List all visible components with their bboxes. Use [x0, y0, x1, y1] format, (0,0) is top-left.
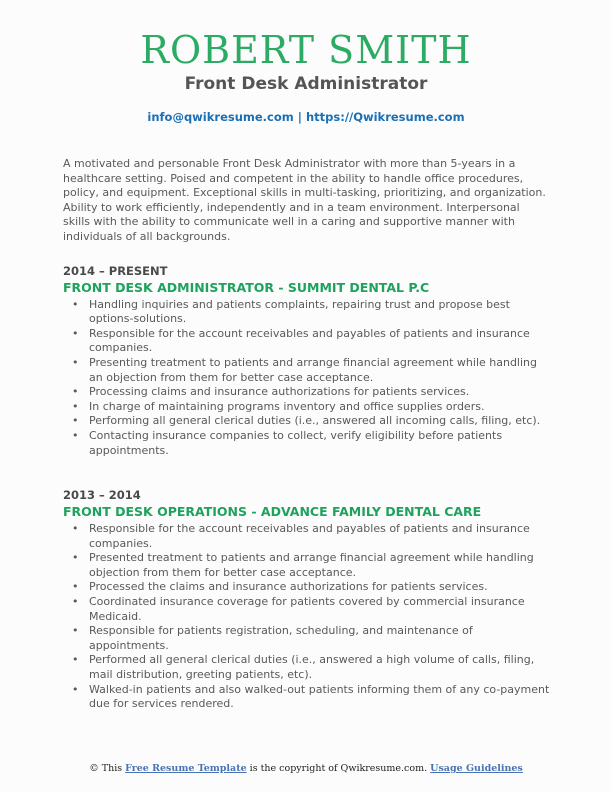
bullet-item: • Processing claims and insurance authorizations for patients services. [89, 385, 550, 400]
experience-section-previous [63, 488, 550, 712]
bullet-item: • Responsible for the account receivables and payables of patients and insurance companies. [89, 327, 550, 356]
footer-text: © This [89, 763, 126, 774]
summary-paragraph: A motivated and personable Front Desk Administrator with more than 5-years in a healthcare setting. Poised and competent in the ability to handle office procedures, policy, and equipment. Exceptional skills in multi-tasking, prioritizing, and organization. Ability to work efficiently, independently and in a team environment. Interpersonal skills with the ability to communicate well in a caring and supportive manner with individuals of all backgrounds. [63, 157, 546, 243]
bullet-item: • Processed the claims and insurance authorizations for patients services. [89, 580, 550, 595]
bullet-item: • Contacting insurance companies to collect, verify eligibility before patients appointments. [89, 429, 550, 458]
bullet-item: • Walked-in patients and also walked-out patients informing them of any co-payment due for services rendered. [89, 683, 550, 712]
bullet-item: • In charge of maintaining programs inventory and office supplies orders. [89, 400, 550, 415]
experience-section-current [63, 264, 550, 459]
bullet-item: • Presented treatment to patients and arrange financial agreement while handling objection from them for better case acceptance. [89, 551, 550, 580]
resume-header [0, 0, 612, 124]
bullet-item: • Handling inquiries and patients complaints, repairing trust and propose best options-solutions. [89, 298, 550, 327]
experience-heading: FRONT DESK OPERATIONS - ADVANCE FAMILY DENTAL CARE [63, 504, 482, 520]
free-resume-template-link[interactable]: Free Resume Template [125, 763, 247, 774]
bullet-item: • Coordinated insurance coverage for patients covered by commercial insurance Medicaid. [89, 595, 550, 624]
bullet-item: • Performed all general clerical duties (i.e., answered a high volume of calls, filing, mail distribution, greeting patients, etc). [89, 653, 550, 682]
footer-text: is the copyright of Qwikresume.com. [246, 763, 431, 774]
bullet-item: • Responsible for patients registration, scheduling, and maintenance of appointments. [89, 624, 550, 653]
person-name: ROBERT SMITH [140, 28, 472, 72]
person-title: Front Desk Administrator [184, 74, 428, 94]
copyright-footer [0, 763, 612, 774]
bullet-item: • Performing all general clerical duties (i.e., answered all incoming calls, filing, etc). [89, 414, 550, 429]
experience-heading: FRONT DESK ADMINISTRATOR - SUMMIT DENTAL P.C [63, 279, 430, 295]
bullet-item: • Responsible for the account receivables and payables of patients and insurance companies. [89, 522, 550, 551]
resume-body [63, 157, 550, 712]
experience-bullet-list [63, 298, 550, 459]
usage-guidelines-link[interactable]: Usage Guidelines [430, 763, 523, 774]
contact-line[interactable]: info@qwikresume.com | https://Qwikresume.com [147, 110, 465, 124]
experience-bullet-list [63, 522, 550, 712]
bullet-item: • Presenting treatment to patients and arrange financial agreement while handling an objection from them for better case acceptance. [89, 356, 550, 385]
experience-dates: 2014 – PRESENT [63, 263, 168, 278]
experience-dates: 2013 – 2014 [63, 488, 141, 503]
